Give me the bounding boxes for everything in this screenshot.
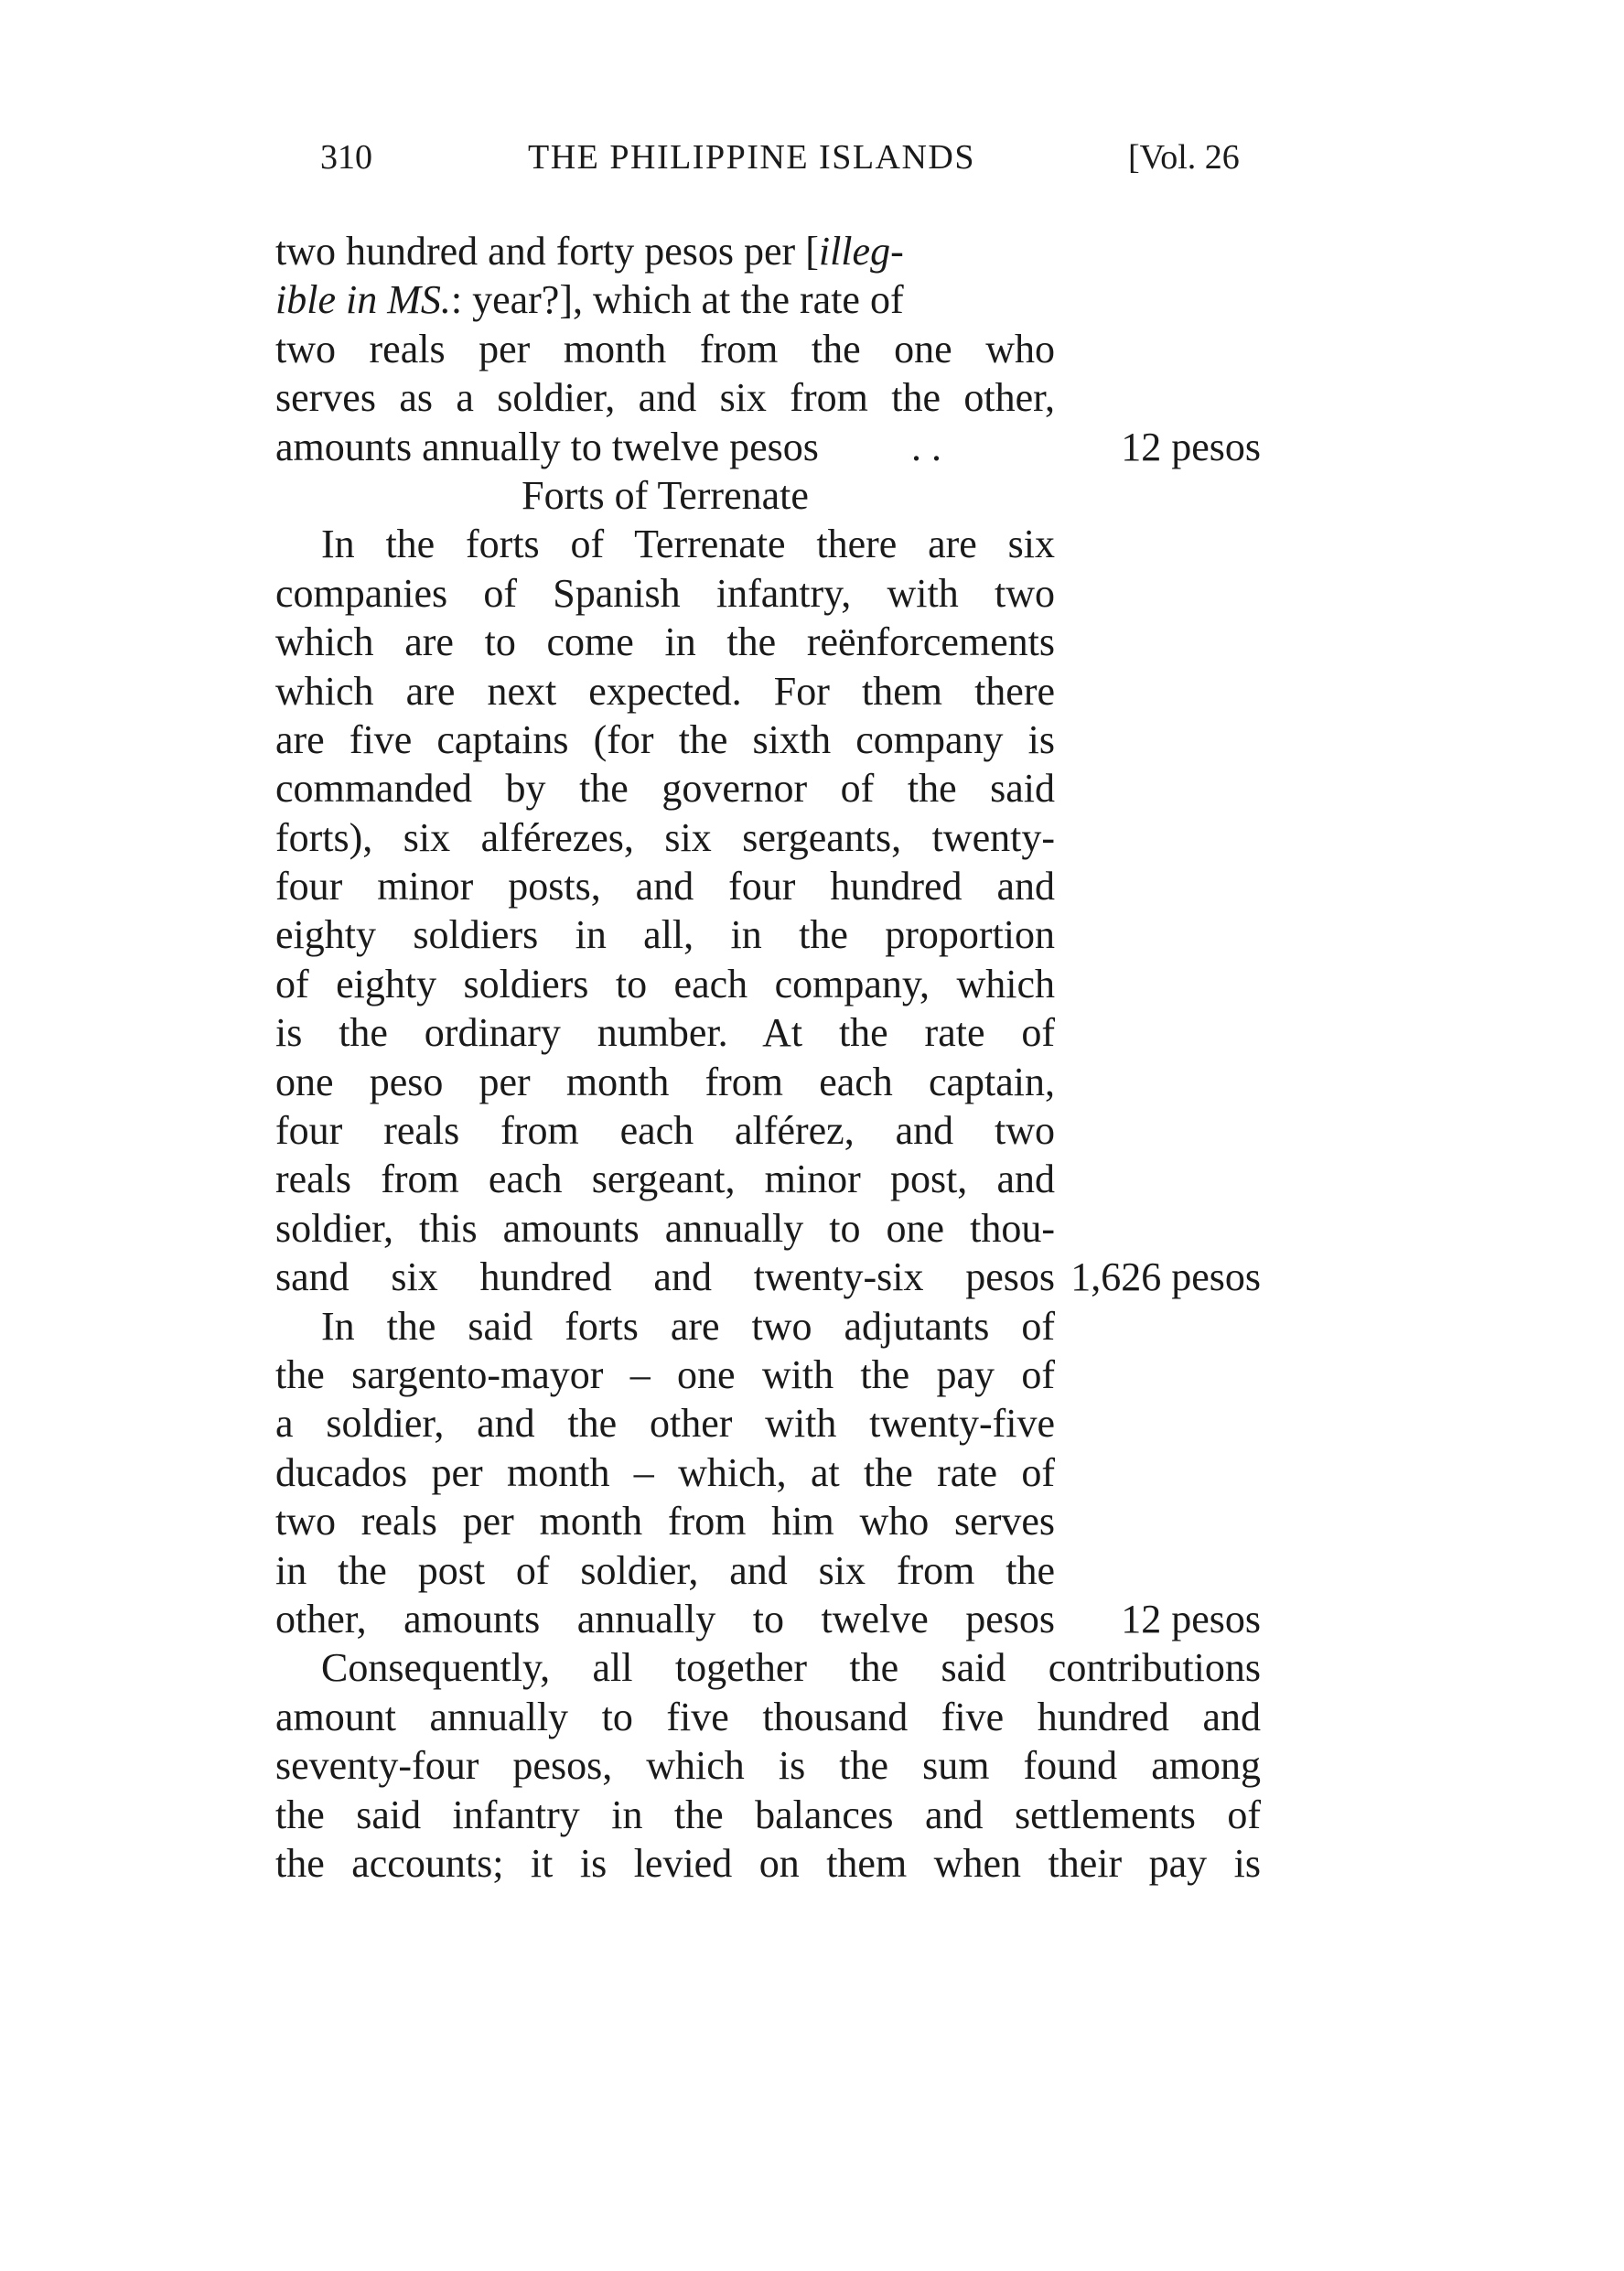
text-segment: soldier, this amounts annually to one thou-	[275, 1205, 1055, 1251]
text-segment: one peso per month from each captain,	[275, 1059, 1055, 1104]
text-line	[275, 1008, 1261, 1057]
text-line	[275, 1351, 1261, 1399]
text-line	[275, 1497, 1261, 1545]
section-heading-text: Forts of Terrenate	[522, 472, 809, 518]
text-line	[275, 1595, 1261, 1643]
text-line	[275, 716, 1261, 764]
text-segment: the said infantry in the balances and settlements of	[275, 1792, 1261, 1837]
amount-label: 12 pesos	[1121, 424, 1261, 469]
text-segment: reals from each sergeant, minor post, and	[275, 1157, 1055, 1202]
text-segment: amount annually to five thousand five hundred and	[275, 1694, 1261, 1739]
text-segment: are five captains (for the sixth company is	[275, 716, 1055, 762]
text-line	[275, 910, 1261, 959]
text-line	[275, 1204, 1261, 1253]
leader-dots: . .	[911, 424, 941, 469]
running-title: THE PHILIPPINE ISLANDS	[528, 138, 975, 177]
text-line	[275, 1839, 1261, 1888]
text-segment: in the post of soldier, and six from the	[275, 1547, 1055, 1593]
text-segment	[275, 227, 904, 275]
text-line	[275, 1448, 1261, 1497]
text-segment: two hundred and forty pesos per [	[275, 229, 819, 274]
text-segment: Consequently, all together the said contributions	[321, 1645, 1261, 1691]
text-line	[275, 227, 1261, 275]
text-line	[275, 862, 1261, 910]
text-segment: seventy-four pesos, which is the sum found among	[275, 1743, 1261, 1789]
text-segment	[275, 275, 904, 324]
text-segment: In the forts of Terrenate there are six	[321, 522, 1055, 567]
text-line	[275, 1399, 1261, 1448]
text-segment: eighty soldiers in all, in the proportion	[275, 912, 1055, 958]
text-segment: which are to come in the reënforcements	[275, 619, 1055, 665]
text-line	[275, 1253, 1261, 1301]
italic-text: illeg-	[818, 229, 904, 274]
text-line	[275, 764, 1261, 813]
text-segment: two reals per month from him who serves	[275, 1499, 1055, 1544]
text-line	[275, 1058, 1261, 1106]
page-body	[275, 227, 1261, 1888]
italic-text: ible in MS.	[275, 277, 451, 323]
text-segment: the accounts; it is levied on them when their pay is	[275, 1840, 1261, 1886]
text-segment: a soldier, and the other with twenty-five	[275, 1401, 1055, 1447]
text-line	[275, 1155, 1261, 1203]
text-line	[275, 1693, 1261, 1741]
text-segment: : year?], which at the rate of	[450, 277, 904, 323]
text-line	[275, 1791, 1261, 1839]
section-heading	[275, 471, 1261, 520]
amount-label: 12 pesos	[1121, 1596, 1261, 1641]
text-segment: serves as a soldier, and six from the other,	[275, 375, 1055, 421]
text-segment: commanded by the governor of the said	[275, 766, 1055, 812]
text-segment: forts), six alférezes, six sergeants, twenty-	[275, 814, 1055, 860]
volume-label: [Vol. 26	[1128, 138, 1240, 177]
text-line	[275, 960, 1261, 1008]
text-segment: amounts annually to twelve pesos	[275, 424, 819, 469]
text-line	[275, 569, 1261, 618]
text-line	[275, 813, 1261, 862]
text-segment: four minor posts, and four hundred and	[275, 864, 1055, 909]
text-segment: two reals per month from the one who	[275, 326, 1055, 371]
text-segment: companies of Spanish infantry, with two	[275, 570, 1055, 616]
text-line	[275, 1643, 1261, 1692]
text-segment: of eighty soldiers to each company, which	[275, 961, 1055, 1006]
text-line	[275, 1741, 1261, 1790]
text-line	[275, 1302, 1261, 1351]
text-line	[275, 423, 1261, 471]
text-line	[275, 325, 1261, 373]
text-line	[275, 275, 1261, 324]
text-segment: the sargento-mayor – one with the pay of	[275, 1351, 1055, 1397]
text-segment: In the said forts are two adjutants of	[321, 1303, 1055, 1349]
text-segment: ducados per month – which, at the rate of	[275, 1449, 1055, 1495]
text-segment: other, amounts annually to twelve pesos	[275, 1596, 1055, 1641]
text-line	[275, 520, 1261, 568]
text-segment: which are next expected. For them there	[275, 668, 1055, 714]
amount-label: 1,626 pesos	[1070, 1254, 1261, 1300]
text-line	[275, 1546, 1261, 1595]
page-number: 310	[320, 138, 372, 177]
text-line	[275, 667, 1261, 716]
text-segment: is the ordinary number. At the rate of	[275, 1010, 1055, 1056]
text-line	[275, 618, 1261, 666]
text-segment: four reals from each alférez, and two	[275, 1108, 1055, 1154]
text-line	[275, 373, 1261, 422]
text-segment: sand six hundred and twenty-six pesos	[275, 1254, 1055, 1300]
text-line	[275, 1106, 1261, 1155]
